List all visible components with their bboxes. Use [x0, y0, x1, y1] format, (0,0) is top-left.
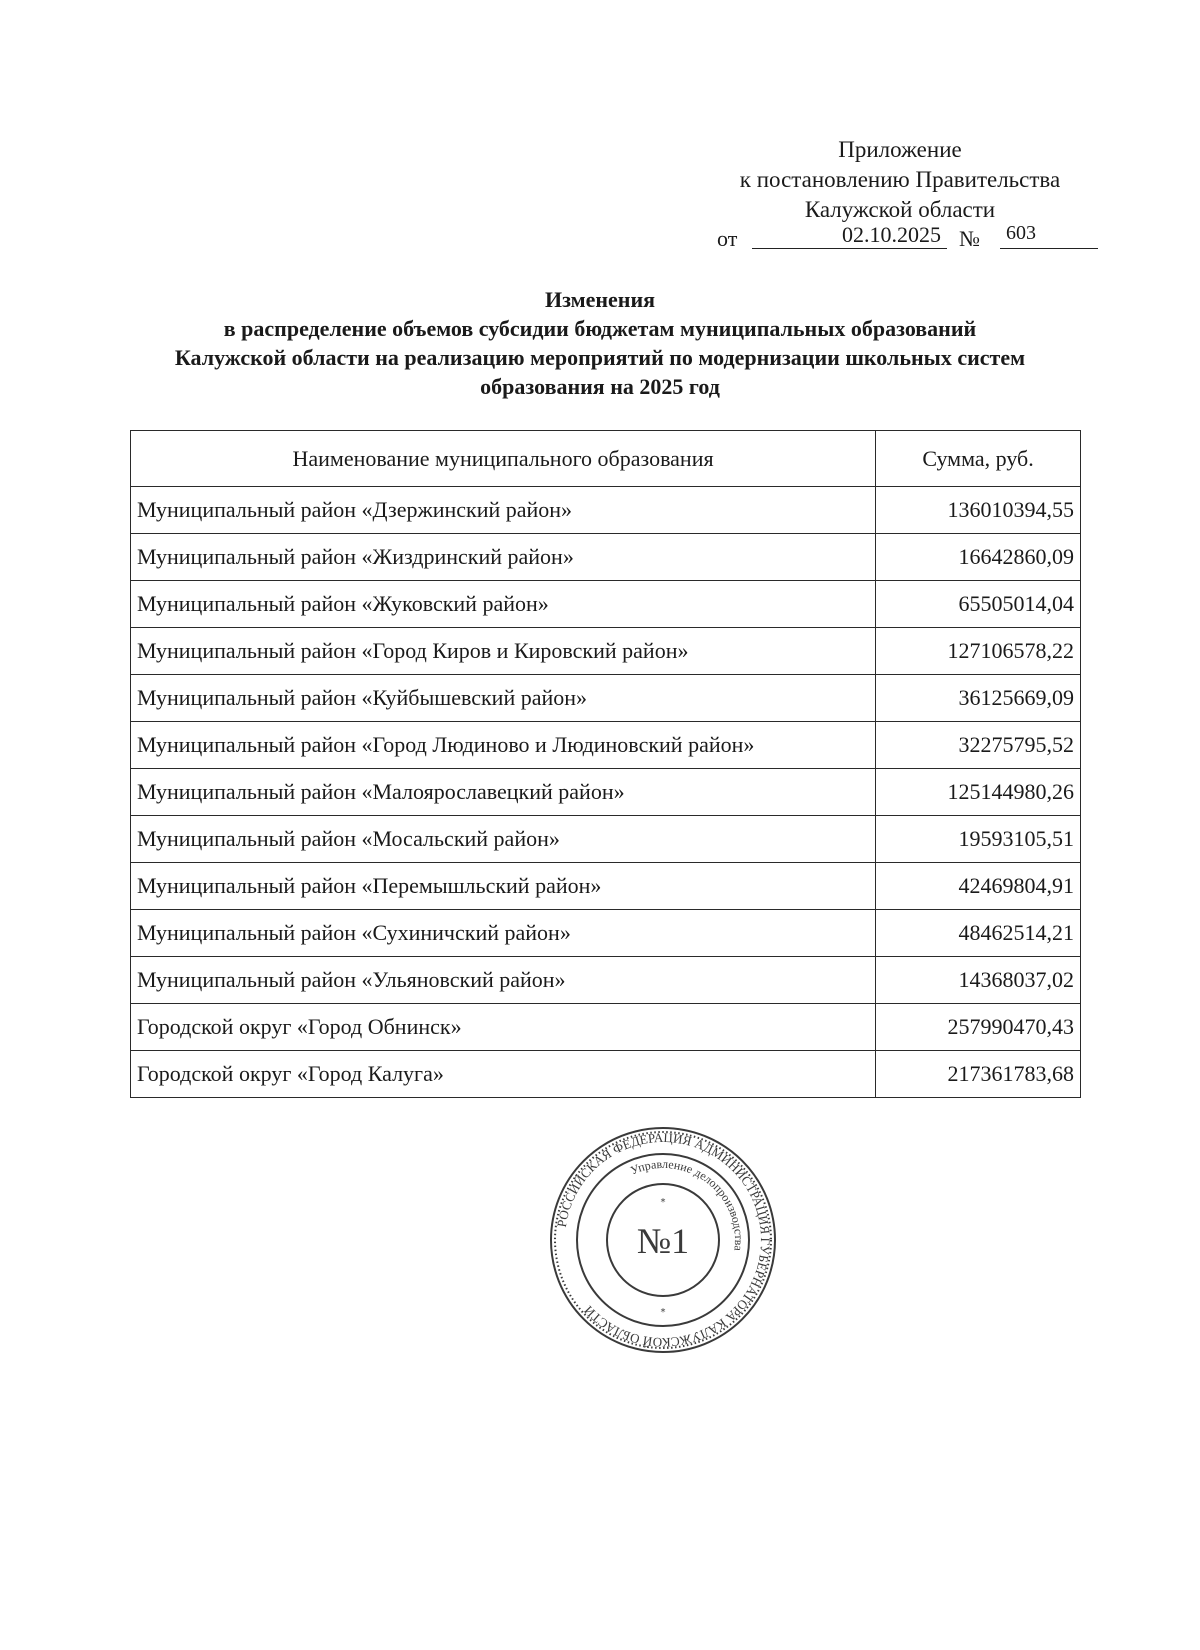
table-row [131, 816, 1081, 863]
subsidy-sum: 217361783,68 [876, 1051, 1081, 1098]
table-header-row [131, 431, 1081, 487]
table-row [131, 581, 1081, 628]
subsidy-table [130, 430, 1081, 1098]
municipality-name: Муниципальный район «Ульяновский район» [131, 957, 876, 1004]
appendix-region: Калужской области [804, 197, 996, 222]
table-row [131, 1051, 1081, 1098]
municipality-name: Муниципальный район «Город Киров и Кировский район» [131, 628, 876, 675]
table-row [131, 957, 1081, 1004]
title-line-4: образования на 2025 год [480, 374, 720, 399]
subsidy-sum: 36125669,09 [876, 675, 1081, 722]
table-row [131, 534, 1081, 581]
official-seal-stamp [548, 1125, 778, 1355]
table-row [131, 722, 1081, 769]
table-row [131, 1004, 1081, 1051]
appendix-subtitle: к постановлению Правительства [739, 167, 1061, 192]
document-title [100, 285, 1100, 401]
reference-date: 02.10.2025 [752, 222, 947, 249]
table-row [131, 628, 1081, 675]
appendix-header [700, 135, 1100, 225]
seal-center-number: №1 [636, 1221, 690, 1261]
subsidy-sum: 125144980,26 [876, 769, 1081, 816]
title-line-1: Изменения [544, 287, 656, 312]
title-line-2: в распределение объемов субсидии бюджетам муниципальных образований [223, 316, 977, 341]
reference-number-sign: № [959, 226, 980, 251]
reference-from-label: от [717, 226, 738, 251]
municipality-name: Муниципальный район «Жуковский район» [131, 581, 876, 628]
table-row [131, 910, 1081, 957]
subsidy-sum: 127106578,22 [876, 628, 1081, 675]
municipality-name: Городской округ «Город Калуга» [131, 1051, 876, 1098]
municipality-name: Муниципальный район «Жиздринский район» [131, 534, 876, 581]
document-reference [717, 222, 1117, 254]
municipality-name: Муниципальный район «Сухиничский район» [131, 910, 876, 957]
municipality-name: Муниципальный район «Дзержинский район» [131, 487, 876, 534]
seal-inner-text: Управление делопроизводства [628, 1156, 747, 1252]
table-row [131, 769, 1081, 816]
seal-star-icon: * [660, 1197, 666, 1208]
title-line-3: Калужской области на реализацию мероприятий по модернизации школьных систем [174, 345, 1026, 370]
subsidy-sum: 257990470,43 [876, 1004, 1081, 1051]
column-header-name: Наименование муниципального образования [131, 431, 876, 487]
municipality-name: Городской округ «Город Обнинск» [131, 1004, 876, 1051]
seal-star-icon: * [660, 1307, 666, 1318]
seal-outer-text: РОССИЙСКАЯ ФЕДЕРАЦИЯ АДМИНИСТРАЦИЯ ГУБЕРНАТОРА КАЛУЖСКОЙ ОБЛАСТИ [553, 1129, 774, 1351]
subsidy-sum: 32275795,52 [876, 722, 1081, 769]
column-header-sum: Сумма, руб. [876, 431, 1081, 487]
municipality-name: Муниципальный район «Куйбышевский район» [131, 675, 876, 722]
subsidy-sum: 14368037,02 [876, 957, 1081, 1004]
municipality-name: Муниципальный район «Мосальский район» [131, 816, 876, 863]
subsidy-sum: 16642860,09 [876, 534, 1081, 581]
subsidy-sum: 136010394,55 [876, 487, 1081, 534]
appendix-title: Приложение [838, 137, 962, 162]
municipality-name: Муниципальный район «Город Людиново и Людиновский район» [131, 722, 876, 769]
subsidy-sum: 19593105,51 [876, 816, 1081, 863]
table-row [131, 487, 1081, 534]
reference-number: 603 [1000, 222, 1098, 249]
table-row [131, 863, 1081, 910]
municipality-name: Муниципальный район «Малоярославецкий район» [131, 769, 876, 816]
subsidy-sum: 65505014,04 [876, 581, 1081, 628]
municipality-name: Муниципальный район «Перемышльский район» [131, 863, 876, 910]
subsidy-sum: 42469804,91 [876, 863, 1081, 910]
table-row [131, 675, 1081, 722]
subsidy-sum: 48462514,21 [876, 910, 1081, 957]
